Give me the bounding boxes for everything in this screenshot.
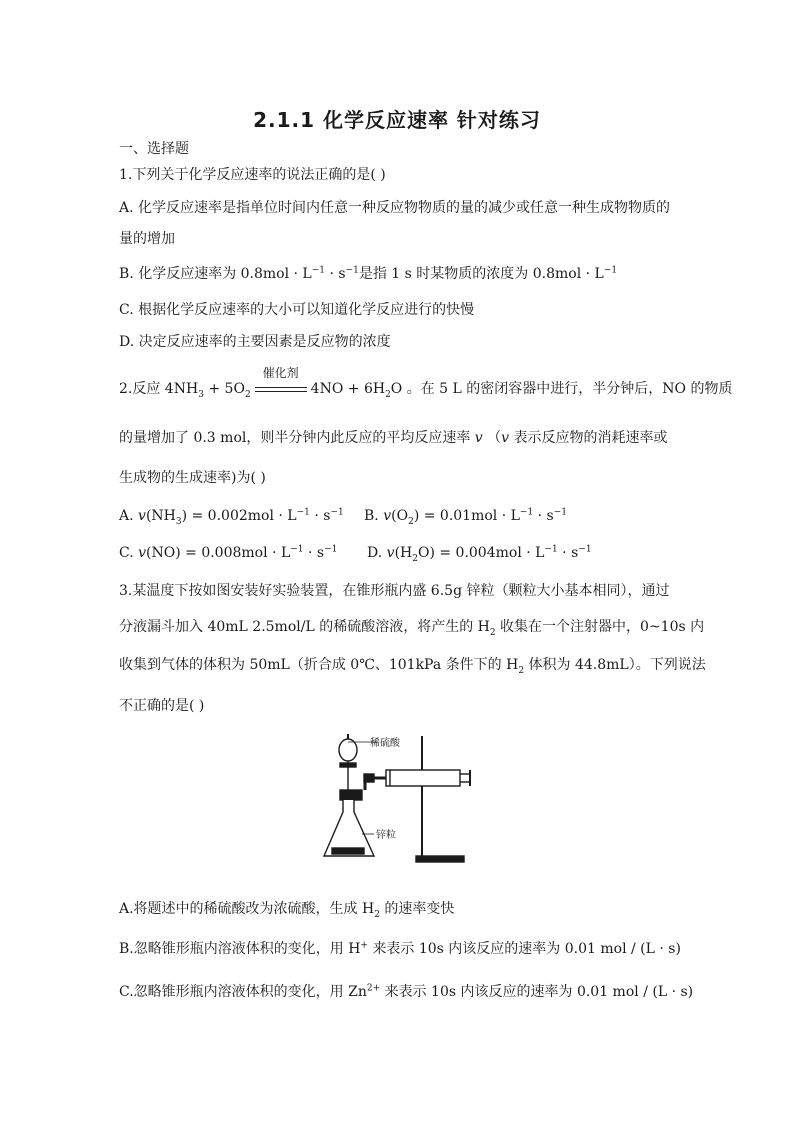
q2-b-formula: (O — [391, 508, 409, 524]
q2-a-exp1: −1 — [296, 507, 310, 518]
q3-c-pre: C.忽略锥形瓶内溶液体积的变化，用 Zn — [119, 984, 367, 1000]
q3-a-post: 的速率变快 — [379, 901, 455, 917]
q1-option-a-line2: 量的增加 — [119, 231, 175, 247]
q2-c-v: v — [138, 545, 147, 561]
q3-l2-sub: 2 — [489, 627, 496, 638]
q3-line1: 3.某温度下按如图安装好实验装置，在锥形瓶内盛 6.5g 锌粒（颗粒大小基本相同），通过 — [119, 583, 670, 599]
zinc-granules — [332, 848, 364, 854]
q2-option-c — [119, 544, 337, 562]
q2-prod1: 4NO + 6H — [310, 381, 386, 397]
q2-a-val: ) = 0.002mol · L — [181, 508, 297, 524]
q2-c-s: · s — [303, 545, 325, 561]
q2-v-symbol: v — [474, 430, 483, 446]
q2-line3: 生成物的生成速率)为( ) — [119, 470, 266, 486]
flask-stopper — [340, 790, 362, 800]
q3-c-post: 来表示 10s 内该反应的速率为 0.01 mol / (L · s) — [380, 984, 694, 1000]
q3-l2-pre: 分液漏斗加入 40mL 2.5mol/L 的稀硫酸溶液，将产生的 H — [119, 619, 490, 635]
q2-a-formula: (NH — [145, 508, 176, 524]
q2-post: O 。在 5 L 的密闭容器中进行，半分钟后，NO 的物质 — [390, 381, 733, 397]
label-dilute-acid: 稀硫酸 — [370, 738, 400, 749]
q2-d-label: D. — [367, 545, 387, 561]
q2-nh3-sub: 3 — [198, 389, 204, 400]
q2-d-s: · s — [557, 545, 579, 561]
q3-a-sub: 2 — [374, 909, 380, 920]
q2-a-sub: 3 — [175, 516, 182, 527]
q2-pre: 2.反应 4NH — [119, 381, 199, 397]
q1-option-a-line1: A. 化学反应速率是指单位时间内任意一种反应物物质的量的减少或任意一种生成物物质的 — [119, 200, 671, 216]
q2-b-label: B. — [364, 508, 384, 524]
q2-b-sub: 2 — [408, 516, 414, 527]
q1-b-mid: · s — [325, 266, 346, 282]
q3-b-pre: B.忽略锥形瓶内溶液体积的变化，用 H — [119, 941, 361, 957]
q2-o2-sub: 2 — [244, 389, 251, 400]
q3-c-sup: 2+ — [366, 983, 381, 994]
q2-d-formula: (H — [394, 545, 413, 561]
q3-l2-post: 收集在一个注射器中，0~10s 内 — [495, 619, 705, 635]
q2-c-exp2: −1 — [324, 544, 338, 555]
q2-d-v: v — [386, 545, 395, 561]
q1-b-post: 是指 1 s 时某物质的浓度为 0.8mol · L — [358, 266, 604, 282]
label-zinc: 锌粒 — [376, 830, 396, 841]
stand-base — [416, 856, 464, 862]
q1-b-exp1: −1 — [311, 265, 326, 276]
q2-d-exp2: −1 — [578, 544, 592, 555]
q1-option-c: C. 根据化学反应速率的大小可以知道化学反应进行的快慢 — [119, 302, 475, 318]
q2-h2o-sub: 2 — [385, 389, 391, 400]
section-heading: 一、选择题 — [119, 141, 189, 157]
reaction-equals-sign — [255, 387, 307, 392]
q2-line2-mid: （ — [482, 430, 502, 446]
syringe-barrel — [386, 770, 460, 786]
q2-option-a — [119, 507, 344, 525]
catalyst-arrow — [251, 366, 311, 398]
q3-option-c — [119, 983, 693, 1001]
q2-b-exp1: −1 — [519, 507, 534, 518]
q2-b-v: v — [383, 508, 392, 524]
q3-line4: 不正确的是( ) — [119, 698, 205, 714]
q3-option-b — [119, 940, 681, 958]
catalyst-label: 催化剂 — [262, 366, 299, 380]
q3-b-sup: + — [360, 940, 368, 951]
q2-line2-pre: 的量增加了 0.3 mol，则半分钟内此反应的平均反应速率 — [119, 430, 475, 446]
q3-l3-pre: 收集到气体的体积为 50mL（折合成 0℃、101kPa 条件下的 H — [119, 657, 519, 673]
q3-a-pre: A.将题述中的稀硫酸改为浓硫酸，生成 H — [119, 901, 375, 917]
q1-b-exp3: −1 — [603, 265, 618, 276]
q2-b-s: · s — [533, 508, 554, 524]
q2-line2 — [119, 429, 668, 447]
q1-option-d: D. 决定反应速率的主要因素是反应物的浓度 — [119, 334, 391, 350]
q1-option-b — [119, 265, 617, 283]
q2-v-symbol-2: v — [501, 430, 510, 446]
q1-b-pre: B. 化学反应速率为 0.8mol · L — [119, 266, 312, 282]
q2-option-b — [364, 507, 567, 525]
q2-d-sub: 2 — [412, 553, 418, 564]
q2-c-val: (NO) = 0.008mol · L — [146, 545, 291, 561]
apparatus-figure — [318, 730, 478, 870]
q2-a-label: A. — [119, 508, 139, 524]
q2-d-val: O) = 0.004mol · L — [417, 545, 545, 561]
page-title: 2.1.1 化学反应速率 针对练习 — [253, 108, 541, 132]
q3-line3 — [119, 656, 706, 674]
q3-line2 — [119, 618, 704, 636]
q2-a-s: · s — [309, 508, 331, 524]
q2-b-val: ) = 0.01mol · L — [413, 508, 520, 524]
q2-mid1: + 5O — [203, 381, 245, 397]
q2-a-exp2: −1 — [330, 507, 344, 518]
q3-option-a — [119, 900, 454, 918]
q2-a-v: v — [138, 508, 146, 524]
q3-l3-sub: 2 — [518, 665, 525, 676]
q2-b-exp2: −1 — [553, 507, 568, 518]
q1-stem: 1.下列关于化学反应速率的说法正确的是( ) — [119, 167, 386, 183]
q2-d-exp1: −1 — [544, 544, 558, 555]
q3-b-post: 来表示 10s 内该反应的速率为 0.01 mol / (L · s) — [367, 941, 681, 957]
q3-l3-post: 体积为 44.8mL）。下列说法 — [524, 657, 706, 673]
q2-line2-post: 表示反应物的消耗速率或 — [509, 430, 668, 446]
q2-line1 — [119, 366, 733, 400]
q2-c-label: C. — [119, 545, 139, 561]
q2-option-d — [367, 544, 592, 562]
q2-c-exp1: −1 — [290, 544, 304, 555]
q1-b-exp2: −1 — [345, 265, 359, 276]
